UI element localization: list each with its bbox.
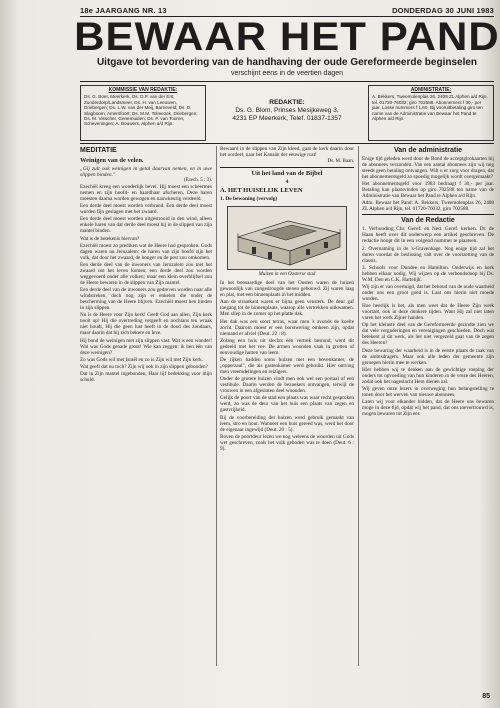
paragraph: Een derde deel van de inwoners zou gedreven worden naar alle windstreken, doch nog zijn er enkelen die onder de bescherming van de Heere blijven. Ezechiël moest hen binden in zijn slippen.: [80, 287, 212, 312]
illustration-caption: Muizen in een Oosterse stad: [258, 272, 316, 278]
paragraph: Een derde deel moest worden verbrand. Een derde deel moest worden fijn geslagen met het zwaard.: [80, 203, 212, 216]
paragraph: Het abonnementsgeld voor 1983 bedraagt f 30,- per jaar. Betaling kan plaatsvinden op giro 702588 ten name van de Administratie van Bewaar het Pand te Alphen a/d Rijn.: [362, 181, 494, 200]
committee-text: Ds. G. Boer, Meerkerk, Ds. D.P. van der Ent, Zunderdorp/Landsmeer, Ds. H. van Leeuwen, Driebergen; Ds. L.W. van der Meij, Barneveld; Ds. D. Slagboom, Amersfoort; Ds. M.M. Tolmezek, Driebergen; Ds. M. Visscher, Genemuiden; Ds. P. van Tooren, Scheveningen; A. Bouwers, Alphen a/d Rijn.: [84, 94, 198, 127]
article-title: Uit het land van de Bijbel: [251, 170, 323, 178]
meditation-reference: (Ezech. 5 : 3).: [183, 178, 212, 183]
administration-box: [368, 85, 494, 141]
administration-text: A. Bekkers, Tweemolenplas 26, 2408 ZL Alphen a/d Rijn, tel. 01720-76032; giro 702588. Abonnement f 30,- per jaar. Losse nummers f 1,60. Bij vooruitbetaling giro ten name van de Administratie van Bewaar het Pand te Alphen a/d Rijn.: [372, 94, 488, 122]
paragraph: Boven de poortdeur lezen we nog weleens de woorden uit Gods wet geschreven, zoals het volk geboden was te doen (Deut. 6 : 9).: [220, 433, 354, 452]
paragraph: Onder de grotere huizen vindt men ook wel een portaal of een vestibule. Daarin werden de bezoekers ontvangen, terwijl de vrouwen in een afgesloten deel woonden.: [220, 376, 354, 395]
article-columns: [80, 146, 494, 666]
committee-heading: KOMMISSIE VAN REDAKTIE:: [108, 87, 178, 93]
editorial-committee-box: [80, 85, 206, 141]
paragraph: In het boosaardige deel van het Oosten waren de huizen gewoonlijk van zongedroogde stenen gebouwd. Zij waren laag en plat, met een binnenplaats in het midden.: [220, 280, 354, 299]
paragraph: Enige tijd geleden werd door de Bond de acceptgirokaarten bij de abonnees verzonden. Van een aantal abonnees zijn wij nog steeds geen betaling ontvangen. Wilt u er zorg voor dragen, dat het abonnementsgeld zo spoedig mogelijk wordt overgemaakt?: [362, 156, 494, 180]
redaction-section-heading: Van de Redactie: [401, 217, 455, 225]
column-divider: [358, 146, 359, 666]
column-divider: [216, 146, 217, 666]
paragraph: Aan de straatkant waren er bijna geen vensters. De deur gaf toegang tot de binnenplaats, waarop alle vertrekken uitkwamen. Men sliep in de zomer op het platte dak.: [220, 299, 354, 318]
administration-section-heading: Van de administratie: [393, 147, 463, 154]
meditation-quote: „Gij zult ook weinigen in getal daarvan nemen, en in uwe slippen binden.": [80, 166, 212, 178]
newspaper-title: BEWAAR HET PAND: [74, 15, 500, 59]
meditation-conclusion: Bewaard in de slippen van Zijn kleed, gaat de kerk daarin door het oordeel, naar het Kanaän der eeuwige rust!: [220, 146, 354, 158]
meditation-signature: Ds. M. Baan.: [327, 159, 354, 165]
house-illustration: [227, 206, 347, 270]
editor-label: REDAKTIE:: [269, 99, 305, 106]
editor-address-line1: Ds. G. Blom, Prinses Mesijkeweg 3,: [235, 107, 339, 114]
paragraph: Hoe heerlijk is het, als men weet dat de Heere Zijn werk voortzet, ook in deze donkere tijden. Want Hij zal niet laten varen het werk Zijner handen.: [362, 303, 494, 322]
section-heading-meditatie: MEDITATIE: [80, 147, 117, 154]
info-band: [80, 85, 494, 143]
article-subsection-heading: 1. De bewoning (vervolg): [220, 196, 278, 203]
paragraph: Wat geeft dat nu toch? Zijn wij ook in zijn slippen gebonden?: [80, 363, 208, 370]
paragraph: De rijken hadden soms huizen met een bovenkamer, de „opperzaal", die als gastenkamer werd gebruikt. Hier ontving men vreemdelingen en reizigers.: [220, 356, 354, 375]
paragraph: Bij de voorbereiding der huizen werd gebruik gemaakt van leem, stro en hout. Wanneer een huis gereed was, werd het door de eigenaar ingewijd (Deut. 20 : 5).: [220, 414, 354, 433]
paragraph: Nu is de Heere voor Zijn kerk! Geeft God aan allen, Zijn kerk nooit op! Hij die overtreding vergeeft en nochtans ten wraak niet houdt, Hij die geen lust heeft in de dood des zondaars, maar daarin dat hij zich bekere en leve.: [80, 312, 212, 337]
column-meditation: [80, 146, 212, 666]
paragraph: Hier hebben wij te denken aan de gewichtige roeping der ouders tot opvoeding van hun kinderen in de vreze des Heeren, zodat ook het nageslacht Hem dienen zal.: [362, 366, 494, 385]
paragraph: Een derde deel moest worden uitgestrooid in den wind, alleen enkele haren van dat derde deel moest hij in de slippen van zijn mantel binden.: [80, 216, 212, 235]
numbered-item: 1. Verhouding Chr. Geref. en Ned. Geref. kerken. Dr. de Haan heeft over dit onderwerp een artikel geschreven. De redactie hoopt dit in een volgend nummer te plaatsen.: [362, 226, 494, 245]
page-content: [74, 4, 500, 704]
editor-box: [210, 97, 364, 133]
paragraph: Zo was Gods wil met Israël en zo is Zijn wil met Zijn kerk.: [80, 356, 204, 363]
paragraph: Deze bewaring der waarheid is in de eerste plaats de taak van de ambtsdragers. Maar ook alle leden der gemeente zijn geroepen hierin mee te werken.: [362, 347, 494, 366]
paragraph: Laten wij voor elkander bidden, dat de Heere ons bewaren moge in deze tijd, opdat wij het pand, dat ons toevertrouwd is, mogen bewaren tot Zijn eer.: [362, 399, 494, 418]
paragraph: Ezechiël kreeg een wonderlijk bevel. Hij moest een scheermes nemen en zijn hoofd- en baardhaar afscheren. Deze haren moesten daarna worden gewogen en nauwkeurig verdeeld.: [80, 184, 212, 202]
publication-frequency: verschijnt eens in de veertien dagen: [230, 70, 344, 77]
paragraph: Op het kleinste deel van de Gereformeerde gezindte zien we dat vele vergaderingen en verenigingen geschieden. Doch wat betekent al dit werk, als het niet vergezeld gaat van de zegen des Heeren?: [362, 322, 494, 347]
paragraph: Hij bond de weinigen met zijn slippen vast. Wat is een wonder! Wat was Gods genade groot! Wie kan zeggen: ik ben één van deze weinigen?: [80, 337, 212, 356]
newspaper-subtitle: Uitgave tot bevordering van de handhaving der oude Gereformeerde beginselen: [96, 57, 478, 68]
page-number: 85: [482, 693, 490, 700]
paragraph: Wij zijn er van overtuigd, dat het behoud van de oude waarheid onder ons een groot goed is. Laat ons hierin niet moede worden.: [362, 283, 494, 302]
paragraph: Dat in Zijn mantel ingebonden, Haar lijf bedekking voor mijn schuld.: [80, 371, 212, 384]
article-divider: [220, 167, 354, 168]
administration-address: Adm. Bewaar het Pand: A. Bekkers, Tweemolenplas 26, 2408 ZL Alphen a/d Rijn, tel. 01720-76032, giro 702588.: [362, 200, 494, 213]
paragraph: Het dak was een soort terras, waar men 's avonds de koelte zocht. Daarom moest er een borstwering omheen zijn, opdat niemand er afviel (Deut. 22 : 8).: [220, 318, 354, 337]
masthead-rule: [80, 81, 494, 82]
administration-heading: ADMINISTRATIE:: [410, 87, 452, 93]
numbered-item: 3. Schools voor Dundee en Hamilton. Onderwijs en kerk hebben elkaar nodig. Wij wijzen op de verbondsdoop bij Ds. W.M. Den en C.K. Hartelijk.: [362, 264, 494, 283]
section-rule: [80, 143, 494, 144]
paragraph: Wij geven onze lezers in overweging hun belangstelling te tonen door het werven van nieuwe abonnees.: [362, 385, 494, 398]
article-section-heading: A. HET HUISELIJK LEVEN: [220, 187, 303, 195]
numbered-item: 2. Overnaming in de 's-Gravenhage. Nog enige tijd zal het duren voordat de beslissing valt over de voortzetting van de classis.: [362, 245, 494, 264]
paragraph: Zolang een huis uit slechts één vertrek bestond, werd dit gedeeld met het vee. De armen woonden vaak in grotten of eenvoudige hutten van leem.: [220, 337, 354, 356]
article-part-number: 4: [285, 179, 289, 186]
issue-number: 18e JAARGANG NR. 13: [80, 6, 167, 15]
paragraph: Gelijk de poort van de stad een plaats was waar recht gesproken werd, zo was de deur van het huis een plaats van zegen en gastvrijheid.: [220, 395, 354, 414]
article-divider: [362, 214, 494, 215]
column-bible-land: [220, 146, 354, 666]
house-drawing: [228, 207, 347, 270]
column-administration: [362, 146, 494, 666]
paragraph: Wat is de betekenis hiervan?: [80, 235, 140, 242]
paragraph: Ezechiël moest zo prediken wat de Heere had gesproken. Gods dagen waren nu Jeruzalem: de haren van zijn hoofd zijn het volk, dat door het zwaard, de honger en de pest zou omkomen.: [80, 242, 212, 261]
issue-date: DONDERDAG 30 JUNI 1983: [392, 6, 494, 15]
paragraph: Een derde deel van de inwoners van Jeruzalem zou met het zwaard om het leven komen; een derde deel zou worden weggevoerd onder alle volken; maar een klein overblijfsel zou de Heere bewaren in de slippen van Zijn mantel.: [80, 261, 212, 286]
meditation-title: Weinigen van de velen.: [80, 157, 144, 164]
editor-address-line2: 4231 EP Meerkerk, Telef. 01837-1357: [232, 115, 342, 122]
